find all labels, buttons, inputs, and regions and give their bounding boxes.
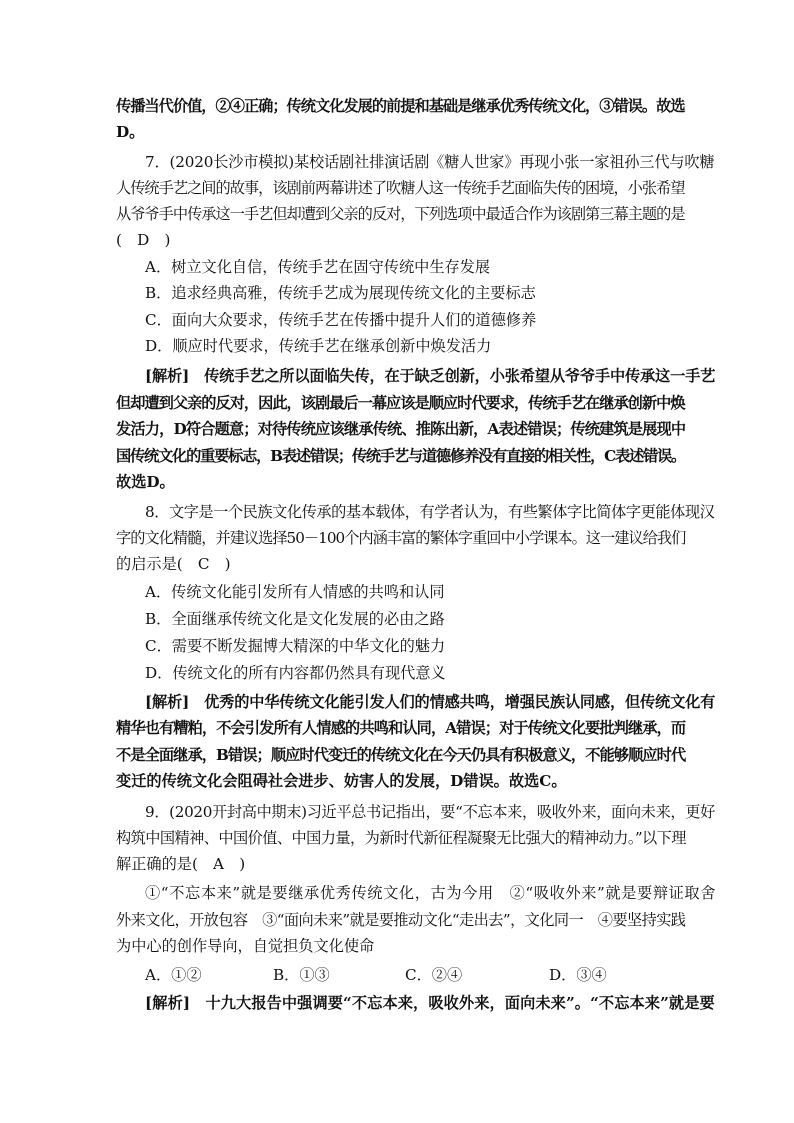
analysis-8-line: 精华也有糟粕，不会引发所有人情感的共鸣和认同，A错误；对于传统文化要批判继承，而 bbox=[116, 719, 686, 737]
question-9-statement: 为中心的创作导向，自觉担负文化使命 bbox=[116, 937, 375, 955]
analysis-9-line: [解析] 十九大报告中强调要“不忘本来，吸收外来，面向未来”。“不忘本来”就是要 bbox=[145, 994, 715, 1012]
analysis-7-line: 发活力，D符合题意；对待传统应该继承传统、推陈出新，A表述错误；传统建筑是展现中 bbox=[116, 420, 686, 438]
analysis-7-line: 故选D。 bbox=[116, 473, 175, 491]
question-7-line: 7．(2020长沙市模拟)某校话剧社排演话剧《糖人世家》再现小张一家祖孙三代与吹糖 bbox=[145, 153, 715, 171]
question-9-option-d: D．③④ bbox=[549, 966, 607, 984]
analysis-7-line: 国传统文化的重要标志，B表述错误；传统手艺与道德修养没有直接的相关性，C表述错误。 bbox=[116, 447, 686, 465]
text-line: D。 bbox=[116, 123, 145, 141]
question-8-line: 字的文化精髓，并建议选择50－100个内涵丰富的繁体字重回中小学课本。这一建议给我们 bbox=[116, 529, 686, 547]
analysis-8-line: [解析] 优秀的中华传统文化能引发人们的情感共鸣，增强民族认同感，但传统文化有 bbox=[145, 693, 716, 711]
question-7-line: 人传统手艺之间的故事，该剧前两幕讲述了吹糖人这一传统手艺面临失传的困境，小张希望 bbox=[116, 179, 685, 197]
question-7-line: 从爷爷手中传承这一手艺但却遭到父亲的反对，下列选项中最适合作为该剧第三幕主题的是 bbox=[116, 205, 685, 223]
question-8-option-c: C．需要不断发掘博大精深的中华文化的魅力 bbox=[145, 637, 446, 655]
question-7-option-d: D．顺应时代要求，传统手艺在继承创新中焕发活力 bbox=[145, 337, 492, 355]
question-8-option-d: D．传统文化的所有内容都仍然具有现代意义 bbox=[145, 664, 446, 682]
question-9-answer: 解正确的是( A ) bbox=[116, 855, 246, 873]
question-9-option-c: C．②④ bbox=[405, 966, 463, 984]
analysis-8-line: 不是全面继承，B错误；顺应时代变迁的传统文化在今天仍具有积极意义，不能够顺应时代 bbox=[116, 746, 686, 764]
question-9-statement: 外来文化，开放包容 ③“面向未来”就是要推动文化“走出去”，文化同一 ④要坚持实践 bbox=[116, 911, 686, 929]
question-9-option-a: A．①② bbox=[145, 966, 202, 984]
question-8-option-b: B．全面继承传统文化是文化发展的必由之路 bbox=[145, 610, 445, 628]
question-8-answer: 的启示是( C ) bbox=[116, 555, 231, 573]
question-8-line: 8．文字是一个民族文化传承的基本载体，有学者认为，有些繁体字比简体字更能体现汉 bbox=[145, 503, 715, 521]
question-9-line: 构筑中国精神、中国价值、中国力量，为新时代新征程凝聚无比强大的精神动力。”以下理 bbox=[116, 829, 686, 847]
question-9-options bbox=[145, 962, 685, 988]
question-8-option-a: A．传统文化能引发所有人情感的共鸣和认同 bbox=[145, 583, 445, 601]
analysis-8-line: 变迁的传统文化会阻碍社会进步、妨害人的发展，D错误。故选C。 bbox=[116, 772, 567, 790]
analysis-7-line: [解析] 传统手艺之所以面临失传，在于缺乏创新，小张希望从爷爷手中传承这一手艺 bbox=[145, 367, 716, 385]
question-9-line: 9．(2020开封高中期末)习近平总书记指出，要“不忘本来，吸收外来，面向未来，更好 bbox=[145, 803, 715, 821]
question-9-option-b: B．①③ bbox=[273, 966, 330, 984]
analysis-7-line: 但却遭到父亲的反对，因此，该剧最后一幕应该是顺应时代要求，传统手艺在继承创新中焕 bbox=[116, 394, 685, 412]
question-9-statement: ①“不忘本来”就是要继承优秀传统文化，古为今用 ②“吸收外来”就是要辩证取舍 bbox=[145, 884, 717, 902]
text-line: 传播当代价值，②④正确；传统文化发展的前提和基础是继承优秀传统文化，③错误。故选 bbox=[116, 97, 685, 115]
question-7-answer: ( D ) bbox=[116, 231, 171, 249]
question-7-option-c: C．面向大众要求，传统手艺在传播中提升人们的道德修养 bbox=[145, 311, 537, 329]
question-7-option-a: A．树立文化自信，传统手艺在固守传统中生存发展 bbox=[145, 258, 491, 276]
question-7-option-b: B．追求经典高雅，传统手艺成为展现传统文化的主要标志 bbox=[145, 284, 536, 302]
